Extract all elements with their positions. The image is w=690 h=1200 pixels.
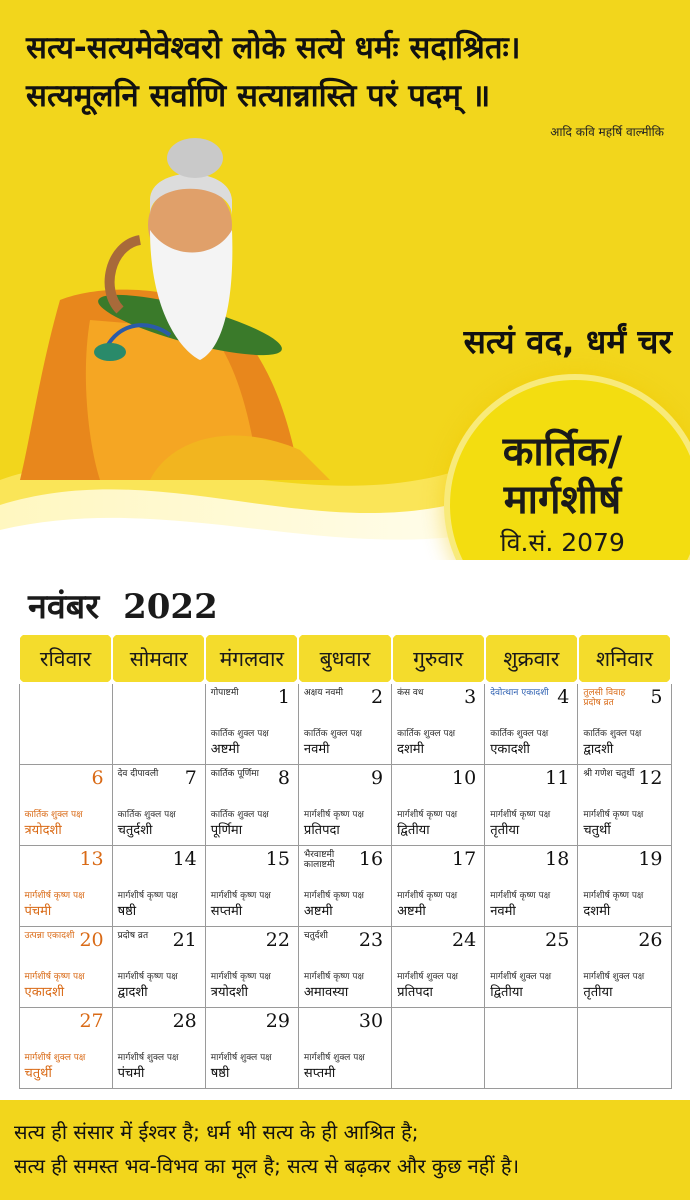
- day-number: 10: [452, 767, 477, 789]
- paksh-label: मार्गशीर्ष कृष्ण पक्ष: [210, 891, 271, 901]
- paksh-label: कार्तिक शुक्ल पक्ष: [210, 810, 269, 820]
- footer-banner: [0, 1100, 690, 1200]
- month-title: [28, 582, 218, 628]
- day-number: 7: [184, 767, 197, 789]
- weekday-header: शनिवार: [578, 634, 671, 683]
- day-number: 4: [557, 686, 570, 708]
- month-year: 2022: [123, 587, 218, 627]
- tithi-label: दशमी: [583, 904, 611, 919]
- festival-note: अक्षय नवमी: [303, 688, 344, 698]
- tithi-label: त्रयोदशी: [210, 985, 248, 1000]
- day-cell: [205, 1008, 298, 1089]
- weekday-header: सोमवार: [112, 634, 205, 683]
- empty-day-cell: [578, 1008, 671, 1089]
- paksh-label: कार्तिक शुक्ल पक्ष: [117, 810, 176, 820]
- footer-line-1: सत्य ही संसार में ईश्वर है; धर्म भी सत्य के ही आश्रित है;: [14, 1120, 419, 1144]
- paksh-label: कार्तिक शुक्ल पक्ष: [210, 729, 269, 739]
- day-cell: [112, 846, 205, 927]
- tithi-label: चतुर्थी: [24, 1066, 52, 1081]
- paksh-label: मार्गशीर्ष कृष्ण पक्ष: [303, 972, 364, 982]
- day-cell: [298, 765, 391, 846]
- tithi-label: अमावस्या: [303, 985, 349, 1000]
- day-number: 1: [277, 686, 290, 708]
- paksh-label: कार्तिक शुक्ल पक्ष: [397, 729, 456, 739]
- day-cell: [19, 1008, 112, 1089]
- festival-note: प्रदोष व्रत: [117, 931, 149, 941]
- day-cell: [485, 683, 578, 765]
- day-cell: [112, 927, 205, 1008]
- paksh-label: मार्गशीर्ष कृष्ण पक्ष: [210, 972, 271, 982]
- calendar-week-row: [19, 765, 671, 846]
- sage-illustration: [0, 120, 330, 490]
- day-number: 17: [452, 848, 477, 870]
- paksh-label: मार्गशीर्ष कृष्ण पक्ष: [490, 891, 551, 901]
- day-number: 23: [358, 929, 384, 951]
- day-cell: [19, 765, 112, 846]
- tithi-label: प्रतिपदा: [397, 985, 433, 1000]
- tithi-label: सप्तमी: [303, 1066, 336, 1081]
- weekday-header: शुक्रवार: [485, 634, 578, 683]
- festival-note: चतुर्दशी: [303, 931, 328, 941]
- paksh-label: मार्गशीर्ष शुक्ल पक्ष: [117, 1053, 179, 1063]
- paksh-label: मार्गशीर्ष कृष्ण पक्ष: [303, 891, 364, 901]
- day-number: 25: [545, 929, 570, 951]
- festival-note: कंस वध: [397, 688, 424, 698]
- festival-note: देव दीपावली: [117, 769, 159, 779]
- empty-day-cell: [392, 1008, 485, 1089]
- tithi-label: द्वादशी: [117, 985, 148, 1000]
- tithi-label: एकादशी: [490, 742, 530, 757]
- festival-note: श्री गणेश चतुर्थी: [583, 769, 635, 779]
- day-cell: [298, 1008, 391, 1089]
- festival-note: गोपाष्टमी: [210, 688, 239, 698]
- badge-month-line2: मार्गशीर्ष: [503, 477, 622, 523]
- day-cell: [205, 765, 298, 846]
- tithi-label: पंचमी: [117, 1066, 145, 1081]
- paksh-label: मार्गशीर्ष कृष्ण पक्ष: [583, 810, 644, 820]
- day-cell: [485, 846, 578, 927]
- day-number: 29: [265, 1010, 290, 1032]
- day-cell: [19, 927, 112, 1008]
- paksh-label: मार्गशीर्ष शुक्ल पक्ष: [490, 972, 552, 982]
- tithi-label: प्रतिपदा: [303, 823, 340, 838]
- calendar-body: [19, 683, 671, 1089]
- tithi-label: नवमी: [303, 742, 330, 757]
- festival-note: तुलसी विवाह प्रदोष व्रत: [583, 688, 626, 708]
- calendar-week-row: [19, 683, 671, 765]
- motto-text: सत्यं वद, धर्मं चर: [463, 322, 672, 361]
- month-name: नवंबर: [28, 587, 100, 627]
- day-number: 3: [464, 686, 477, 708]
- calendar-week-row: [19, 846, 671, 927]
- verse-line-1: सत्य-सत्यमेवेश्वरो लोके सत्ये धर्मः सदाश्रितः।: [26, 30, 521, 66]
- day-cell: [205, 846, 298, 927]
- tithi-label: द्वितीया: [490, 985, 523, 1000]
- day-number: 19: [638, 848, 663, 870]
- tithi-label: चतुर्दशी: [117, 823, 153, 838]
- tithi-label: अष्टमी: [303, 904, 333, 919]
- paksh-label: मार्गशीर्ष कृष्ण पक्ष: [24, 891, 85, 901]
- day-number: 28: [172, 1010, 197, 1032]
- day-cell: [392, 765, 485, 846]
- calendar-week-row: [19, 927, 671, 1008]
- day-cell: [19, 846, 112, 927]
- paksh-label: मार्गशीर्ष कृष्ण पक्ष: [117, 891, 178, 901]
- paksh-label: मार्गशीर्ष कृष्ण पक्ष: [117, 972, 178, 982]
- calendar-week-row: [19, 1008, 671, 1089]
- day-number: 6: [91, 767, 104, 789]
- tithi-label: द्वितीया: [397, 823, 430, 838]
- tithi-label: चतुर्थी: [583, 823, 611, 838]
- day-cell: [112, 765, 205, 846]
- tithi-label: द्वादशी: [583, 742, 614, 757]
- paksh-label: मार्गशीर्ष कृष्ण पक्ष: [24, 972, 85, 982]
- paksh-label: कार्तिक शुक्ल पक्ष: [303, 729, 362, 739]
- tithi-label: दशमी: [397, 742, 424, 757]
- calendar-grid: [18, 633, 672, 1089]
- paksh-label: मार्गशीर्ष कृष्ण पक्ष: [583, 891, 644, 901]
- tithi-label: त्रयोदशी: [24, 823, 62, 838]
- festival-note: कार्तिक पूर्णिमा: [210, 769, 259, 779]
- day-cell: [112, 1008, 205, 1089]
- day-number: 13: [79, 848, 104, 870]
- tithi-label: अष्टमी: [210, 742, 240, 757]
- tithi-label: पंचमी: [24, 904, 52, 919]
- weekday-header: गुरुवार: [392, 634, 485, 683]
- day-number: 12: [638, 767, 663, 789]
- weekday-header: बुधवार: [298, 634, 391, 683]
- day-cell: [392, 927, 485, 1008]
- footer-line-2: सत्य ही समस्त भव-विभव का मूल है; सत्य से बढ़कर और कुछ नहीं है।: [14, 1154, 520, 1178]
- day-number: 8: [277, 767, 290, 789]
- weekday-header: रविवार: [19, 634, 112, 683]
- day-cell: [578, 846, 671, 927]
- festival-note: उत्पन्ना एकादशी: [24, 931, 75, 941]
- tithi-label: तृतीया: [583, 985, 613, 1000]
- day-number: 15: [265, 848, 290, 870]
- paksh-label: कार्तिक शुक्ल पक्ष: [583, 729, 642, 739]
- day-cell: [578, 683, 671, 765]
- weekday-header-row: [19, 634, 671, 683]
- day-cell: [298, 683, 391, 765]
- day-cell: [392, 683, 485, 765]
- day-number: 26: [638, 929, 663, 951]
- weekday-header: मंगलवार: [205, 634, 298, 683]
- day-number: 16: [358, 848, 384, 870]
- empty-day-cell: [112, 683, 205, 765]
- tithi-label: षष्ठी: [210, 1066, 230, 1081]
- empty-day-cell: [19, 683, 112, 765]
- day-number: 2: [370, 686, 384, 708]
- day-number: 9: [370, 767, 384, 789]
- paksh-label: मार्गशीर्ष कृष्ण पक्ष: [397, 891, 458, 901]
- day-number: 30: [358, 1010, 384, 1032]
- paksh-label: मार्गशीर्ष शुक्ल पक्ष: [583, 972, 645, 982]
- day-number: 11: [545, 767, 570, 789]
- empty-day-cell: [485, 1008, 578, 1089]
- tithi-label: एकादशी: [24, 985, 65, 1000]
- paksh-label: कार्तिक शुक्ल पक्ष: [490, 729, 549, 739]
- paksh-label: मार्गशीर्ष शुक्ल पक्ष: [210, 1053, 272, 1063]
- paksh-label: मार्गशीर्ष कृष्ण पक्ष: [490, 810, 551, 820]
- day-cell: [298, 927, 391, 1008]
- paksh-label: मार्गशीर्ष शुक्ल पक्ष: [397, 972, 458, 982]
- festival-note: देवोत्थान एकादशी: [490, 688, 549, 698]
- day-cell: [205, 683, 298, 765]
- verse-attribution: आदि कवि महर्षि वाल्मीकि: [550, 125, 664, 139]
- tithi-label: तृतीया: [490, 823, 520, 838]
- day-cell: [578, 927, 671, 1008]
- tithi-label: सप्तमी: [210, 904, 243, 919]
- day-cell: [485, 765, 578, 846]
- tithi-label: पूर्णिमा: [210, 823, 243, 838]
- paksh-label: मार्गशीर्ष शुक्ल पक्ष: [24, 1053, 86, 1063]
- badge-samvat: वि.सं. 2079: [500, 528, 625, 557]
- verse-line-2: सत्यमूलनि सर्वाणि सत्यान्नास्ति परं पदम् ॥: [26, 78, 491, 114]
- day-number: 27: [79, 1010, 104, 1032]
- paksh-label: मार्गशीर्ष कृष्ण पक्ष: [397, 810, 458, 820]
- tithi-label: नवमी: [490, 904, 516, 919]
- day-cell: [298, 846, 391, 927]
- paksh-label: कार्तिक शुक्ल पक्ष: [24, 810, 83, 820]
- badge-month-line1: कार्तिक/: [502, 429, 623, 475]
- day-cell: [392, 846, 485, 927]
- day-number: 14: [172, 848, 197, 870]
- header-banner: [0, 0, 690, 560]
- day-number: 22: [265, 929, 290, 951]
- day-number: 18: [545, 848, 570, 870]
- day-cell: [485, 927, 578, 1008]
- day-number: 21: [172, 929, 197, 951]
- paksh-label: मार्गशीर्ष कृष्ण पक्ष: [303, 810, 364, 820]
- day-number: 20: [79, 929, 104, 951]
- festival-note: भैरवाष्टमी कालाष्टमी: [303, 850, 335, 870]
- tithi-label: अष्टमी: [397, 904, 426, 919]
- day-cell: [205, 927, 298, 1008]
- day-cell: [578, 765, 671, 846]
- paksh-label: मार्गशीर्ष शुक्ल पक्ष: [303, 1053, 365, 1063]
- day-number: 5: [650, 686, 663, 708]
- tithi-label: षष्ठी: [117, 904, 137, 919]
- day-number: 24: [452, 929, 477, 951]
